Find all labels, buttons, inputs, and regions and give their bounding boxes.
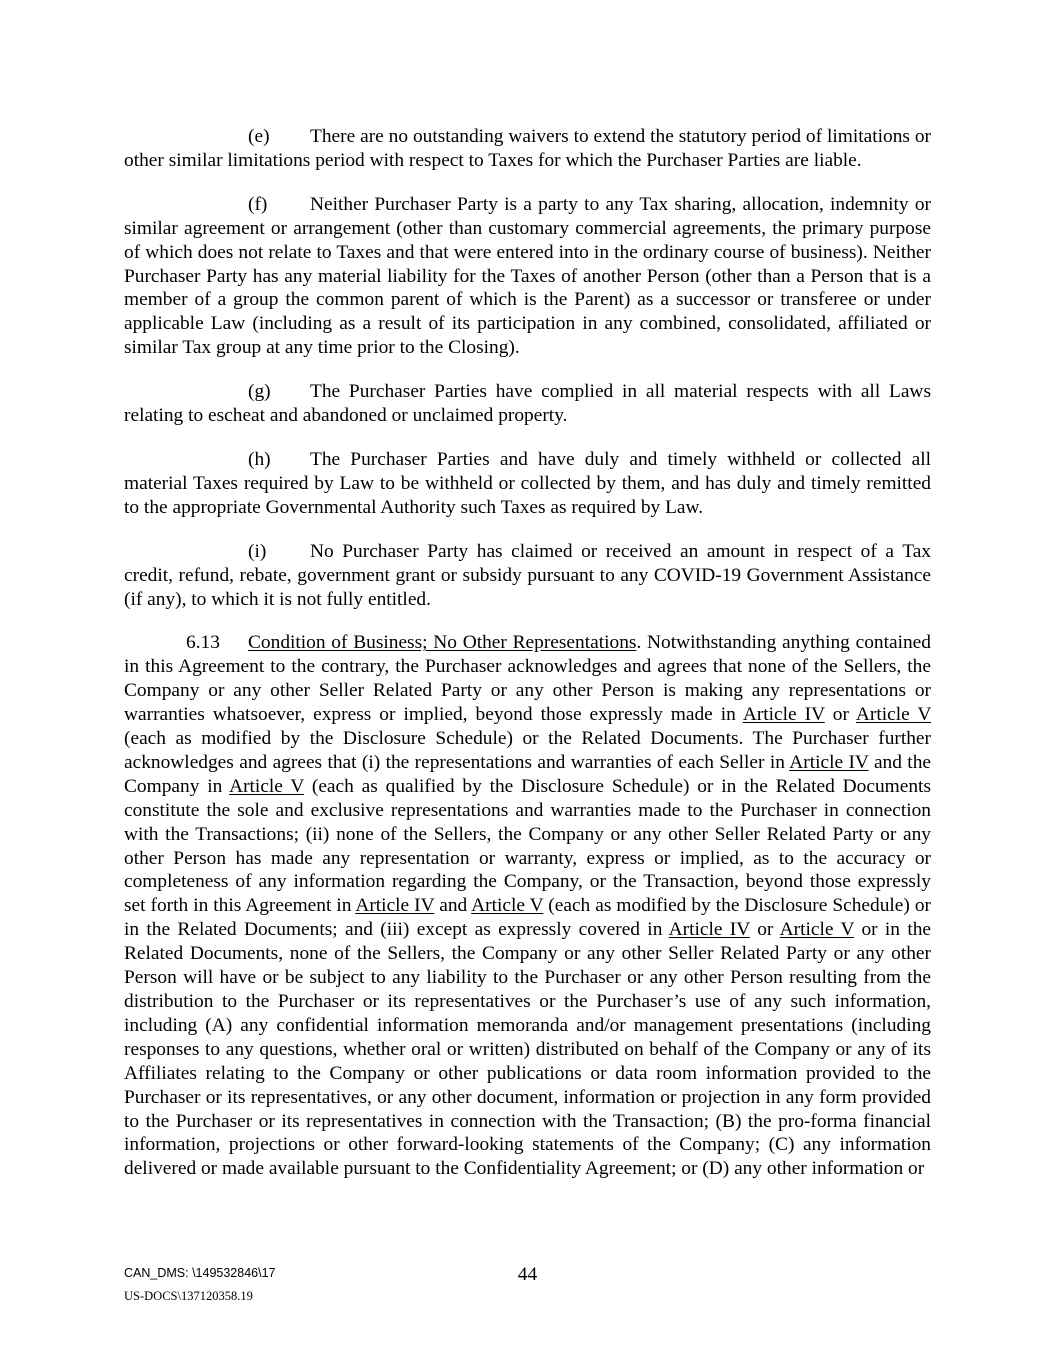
section-heading: Condition of Business; No Other Representations <box>248 632 637 654</box>
article-v-ref: Article V <box>471 895 544 917</box>
paragraph-label: (e) <box>248 126 270 147</box>
article-v-ref: Article V <box>779 919 855 941</box>
paragraph-text: There are no outstanding waivers to extend the statutory period of limitations or other similar limitations period with respect to Taxes for which the Purchaser Parties are liable. <box>124 126 931 171</box>
article-v-ref: Article V <box>855 704 932 726</box>
paragraph-text: No Purchaser Party has claimed or received an amount in respect of a Tax credit, refund, rebate, government grant or subsidy pursuant to any COVID-19 Government Assistance (if any), to which it is not fully entitled. <box>124 540 931 610</box>
section-number: 6.13 <box>186 632 220 654</box>
paragraph-i <box>124 540 931 612</box>
section-text: . Notwithstanding anything contained in this Agreement to the contrary, the Purchaser acknowledges and agrees that none of the Sellers, the Company or any other Seller Related Party or any other Person is making any representations or warranties whatsoever, express or implied, beyond those expressly made in <box>124 632 931 726</box>
section-text: and the Company in <box>124 751 932 797</box>
section-text: or <box>824 704 856 726</box>
paragraph-label: (h) <box>248 448 271 470</box>
paragraph-g <box>124 380 931 428</box>
paragraph-label: (i) <box>248 540 267 562</box>
paragraph-text: The Purchaser Parties and have duly and timely withheld or collected all material Taxes required by Law to be withheld or collected by them, and has duly and timely remitted to the appropriate Governmental Authority such Taxes as required by Law. <box>124 448 931 518</box>
section-text: (each as modified by the Disclosure Schedule) or the Related Documents. The Purchaser further acknowledges and agrees that (i) the representations and warranties of each Seller in <box>124 728 931 773</box>
footer-doc-id-us-docs: US-DOCS\137120358.19 <box>124 1289 253 1303</box>
paragraph-text: The Purchaser Parties have complied in all material respects with all Laws relating to escheat and abandoned or unclaimed property. <box>124 381 931 427</box>
section-text: (each as qualified by the Disclosure Schedule) or in the Related Documents constitute the sole and exclusive representations and warranties made to the Purchaser in connection with the Transactions; (ii) none of the Sellers, the Company or any other Seller Related Party or any other Person has made any representation or warranty, express or implied, as to the accuracy or completeness of any information regarding the Company, or the Transaction, beyond those expressly set forth in this Agreement in <box>124 775 931 917</box>
paragraph-text: Neither Purchaser Party is a party to any Tax sharing, allocation, indemnity or similar agreement or arrangement (other than customary commercial agreements, the primary purpose of which does not relate to Taxes and that were entered into in the ordinary course of business). Neither Purchaser Party has any material liability for the Taxes of another Person (other than a Person that is a member of a group the common parent of which is the Parent) as a successor or transferee or under applicable Law (including as a result of its participation in any combined, consolidated, affiliated or similar Tax group at any time prior to the Closing). <box>124 193 931 359</box>
document-body <box>124 125 931 1201</box>
paragraph-label: (g) <box>248 381 271 403</box>
section-text: or in the Related Documents, none of the Sellers, the Company or any other Seller Related Party or any other Person will have or be subject to any liability to the Purchaser or any other Person resulting from the distribution to the Purchaser or its representatives or the Purchaser’s use of any such information, including (A) any confidential information memoranda and/or management presentations (including responses to any questions, whether oral or written) distributed on behalf of the Company or any of its Affiliates relating to the Company or other publications or data room information provided to the Purchaser or its representatives, or any other document, information or projection in any form provided to the Purchaser or its representatives in connection with the Transaction; (B) the pro-forma financial information, projections or other forward-looking statements of the Company; (C) any information delivered or made available pursuant to the Confidentiality Agreement; or (D) any other information or <box>124 919 932 1180</box>
page-number: 44 <box>517 1264 538 1285</box>
footer-doc-id-can-dms: CAN_DMS: \149532846\17 <box>124 1266 276 1280</box>
paragraph-e <box>124 125 931 173</box>
section-text: or <box>749 919 780 941</box>
section-text: (each as modified by the Disclosure Schedule) or in the Related Documents; and (iii) except as expressly covered in <box>124 895 931 941</box>
section-text: and <box>434 895 472 917</box>
article-iv-ref: Article IV <box>742 704 825 726</box>
paragraph-f <box>124 193 931 360</box>
article-v-ref: Article V <box>229 775 305 797</box>
paragraph-h <box>124 448 931 520</box>
article-iv-ref: Article IV <box>668 919 750 941</box>
article-iv-ref: Article IV <box>789 751 869 773</box>
section-6-13 <box>124 631 931 1181</box>
article-iv-ref: Article IV <box>355 895 435 917</box>
paragraph-label: (f) <box>248 193 268 215</box>
